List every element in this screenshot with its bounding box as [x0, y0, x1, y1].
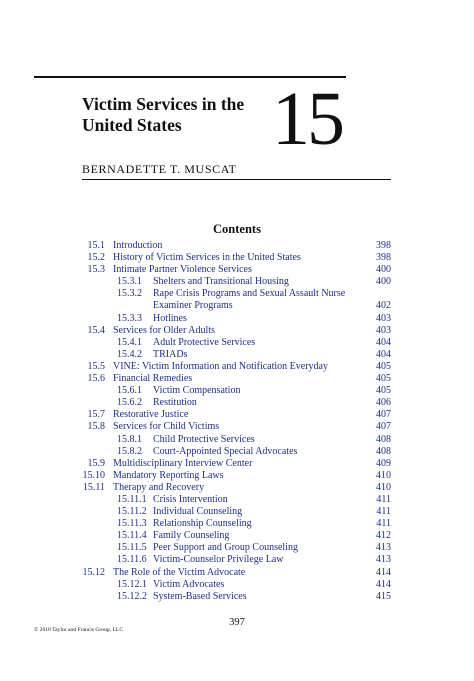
toc-entry-number: 15.6.1	[117, 385, 142, 397]
toc-entry-page: 405	[376, 360, 391, 372]
toc-entry-page: 398	[376, 240, 391, 251]
toc-entry-page: 408	[376, 433, 391, 445]
toc-entry-title[interactable]: Services for Child Victims	[113, 421, 220, 433]
toc-entry-page: 405	[376, 373, 391, 385]
toc-entry-title[interactable]: Restorative Justice	[113, 409, 189, 421]
toc-entry[interactable]	[0, 361, 474, 373]
toc-entry[interactable]	[0, 313, 474, 325]
toc-entry-title[interactable]: Victim Compensation	[153, 385, 241, 397]
toc-entry-title[interactable]: Hotlines	[153, 312, 187, 324]
toc-entry-page: 404	[376, 348, 391, 360]
toc-entry[interactable]	[0, 482, 474, 494]
toc-entry[interactable]	[0, 470, 474, 482]
toc-entry-title[interactable]: VINE: Victim Information and Notification Everyday	[113, 360, 328, 372]
toc-entry-title[interactable]: Financial Remedies	[113, 373, 193, 385]
toc-entry-number: 15.9	[87, 457, 105, 469]
toc-entry-number: 15.8.1	[117, 433, 142, 445]
toc-entry-number: 15.1	[87, 240, 105, 251]
toc-entry-title[interactable]: TRIADs	[153, 348, 188, 360]
toc-entry-number: 15.7	[87, 409, 105, 421]
toc-entry-page: 414	[376, 566, 391, 578]
toc-entry-page: 413	[376, 554, 391, 566]
toc-entry-number: 15.11.3	[117, 518, 147, 530]
toc-entry-number: 15.6.2	[117, 397, 142, 409]
toc-entry-title[interactable]: Intimate Partner Violence Services	[113, 264, 252, 276]
toc-entry[interactable]	[0, 421, 474, 433]
table-of-contents	[0, 240, 474, 603]
toc-entry-title[interactable]: Introduction	[113, 240, 163, 251]
toc-entry-page: 414	[376, 578, 391, 590]
toc-entry-page: 407	[376, 421, 391, 433]
toc-entry-number: 15.3.2	[117, 288, 142, 300]
contents-heading: Contents	[213, 222, 261, 236]
toc-entry-page: 407	[376, 409, 391, 421]
toc-entry-number: 15.8.2	[117, 445, 142, 457]
toc-entry-number: 15.12.2	[117, 590, 147, 602]
toc-entry[interactable]	[0, 591, 474, 603]
toc-entry-title[interactable]: Rape Crisis Programs and Sexual Assault Nurse Examiner Programs	[153, 288, 346, 312]
toc-entry[interactable]	[0, 518, 474, 530]
toc-entry-page: 411	[376, 506, 391, 518]
toc-entry[interactable]	[0, 494, 474, 506]
author-name: BERNADETTE T. MUSCAT	[82, 162, 237, 176]
toc-entry-title[interactable]: Victim Advocates	[153, 578, 225, 590]
toc-entry[interactable]	[0, 554, 474, 566]
toc-entry-title[interactable]: Restitution	[153, 397, 197, 409]
toc-entry-page: 412	[376, 530, 391, 542]
toc-entry-number: 15.4.2	[117, 348, 142, 360]
chapter-number: 15	[272, 77, 342, 161]
toc-entry-title[interactable]: Court-Appointed Special Advocates	[153, 445, 298, 457]
toc-entry[interactable]	[0, 264, 474, 276]
toc-entry-number: 15.4.1	[117, 336, 142, 348]
toc-entry-page: 402	[376, 300, 391, 312]
toc-entry-number: 15.11.5	[117, 542, 147, 554]
toc-entry[interactable]	[0, 325, 474, 337]
toc-entry-title[interactable]: Services for Older Adults	[113, 324, 215, 336]
toc-entry-number: 15.3	[87, 264, 105, 276]
toc-entry-number: 15.11.4	[117, 530, 147, 542]
toc-entry[interactable]	[0, 567, 474, 579]
toc-entry-number: 15.11.6	[117, 554, 147, 566]
toc-entry[interactable]	[0, 446, 474, 458]
copyright-notice: © 2010 Taylor and Francis Group, LLC	[34, 627, 124, 633]
toc-entry-title[interactable]: History of Victim Services in the United States	[113, 252, 301, 264]
toc-entry[interactable]	[0, 385, 474, 397]
toc-entry-page: 404	[376, 336, 391, 348]
toc-entry-title[interactable]: Multidisciplinary Interview Center	[113, 457, 253, 469]
toc-entry-page: 406	[376, 397, 391, 409]
toc-entry-number: 15.12.1	[117, 578, 147, 590]
toc-entry-page: 413	[376, 542, 391, 554]
toc-entry[interactable]	[0, 288, 474, 312]
toc-entry[interactable]	[0, 349, 474, 361]
toc-entry[interactable]	[0, 252, 474, 264]
toc-entry-page: 410	[376, 469, 391, 481]
toc-entry-title[interactable]: Adult Protective Services	[153, 336, 256, 348]
toc-entry-number: 15.3.3	[117, 312, 142, 324]
toc-entry-number: 15.4	[87, 324, 105, 336]
toc-entry[interactable]	[0, 579, 474, 591]
toc-entry[interactable]	[0, 409, 474, 421]
toc-entry-number: 15.6	[87, 373, 105, 385]
toc-entry[interactable]	[0, 542, 474, 554]
toc-entry[interactable]	[0, 434, 474, 446]
toc-entry[interactable]	[0, 276, 474, 288]
toc-entry-title[interactable]: Peer Support and Group Counseling	[153, 542, 298, 554]
toc-entry-page: 411	[376, 493, 391, 505]
toc-entry-page: 408	[376, 445, 391, 457]
toc-entry-number: 15.8	[87, 421, 105, 433]
chapter-title: Victim Services in the United States	[82, 94, 245, 135]
toc-entry-title[interactable]: Child Protective Services	[153, 433, 255, 445]
toc-entry-title[interactable]: Relationship Counseling	[153, 518, 252, 530]
toc-entry[interactable]	[0, 373, 474, 385]
toc-entry-number: 15.11.1	[117, 493, 147, 505]
toc-entry-title[interactable]: Shelters and Transitional Housing	[153, 276, 289, 288]
toc-entry-page: 410	[376, 481, 391, 493]
toc-entry-title[interactable]: System-Based Services	[153, 590, 247, 602]
toc-entry-page: 400	[376, 276, 391, 288]
toc-entry-page: 398	[376, 252, 391, 264]
toc-entry-title[interactable]: Victim-Counselor Privilege Law	[153, 554, 284, 566]
toc-entry-number: 15.2	[87, 252, 105, 264]
toc-entry[interactable]	[0, 458, 474, 470]
toc-entry-number: 15.12	[82, 566, 105, 578]
toc-entry-page: 415	[376, 590, 391, 602]
toc-entry-number: 15.10	[82, 469, 105, 481]
page-number: 397	[229, 617, 245, 628]
toc-entry-page: 400	[376, 264, 391, 276]
toc-entry-page: 403	[376, 312, 391, 324]
toc-entry-number: 15.11	[82, 481, 105, 493]
toc-entry-title[interactable]: Therapy and Recovery	[113, 481, 205, 493]
toc-entry-title[interactable]: Family Counseling	[153, 530, 230, 542]
toc-entry-page: 409	[376, 457, 391, 469]
toc-entry-title[interactable]: The Role of the Victim Advocate	[113, 566, 246, 578]
toc-entry-title[interactable]: Crisis Intervention	[153, 493, 228, 505]
toc-entry-page: 403	[376, 324, 391, 336]
toc-entry-title[interactable]: Individual Counseling	[153, 506, 243, 518]
author-rule	[82, 179, 391, 180]
toc-entry[interactable]	[0, 240, 474, 252]
toc-entry-page: 411	[376, 518, 391, 530]
toc-entry[interactable]	[0, 530, 474, 542]
toc-entry-number: 15.3.1	[117, 276, 142, 288]
toc-entry-number: 15.5	[87, 360, 105, 372]
toc-entry[interactable]	[0, 397, 474, 409]
toc-entry-page: 405	[376, 385, 391, 397]
toc-entry-title[interactable]: Mandatory Reporting Laws	[113, 469, 224, 481]
toc-entry[interactable]	[0, 506, 474, 518]
toc-entry-number: 15.11.2	[117, 506, 147, 518]
toc-entry[interactable]	[0, 337, 474, 349]
